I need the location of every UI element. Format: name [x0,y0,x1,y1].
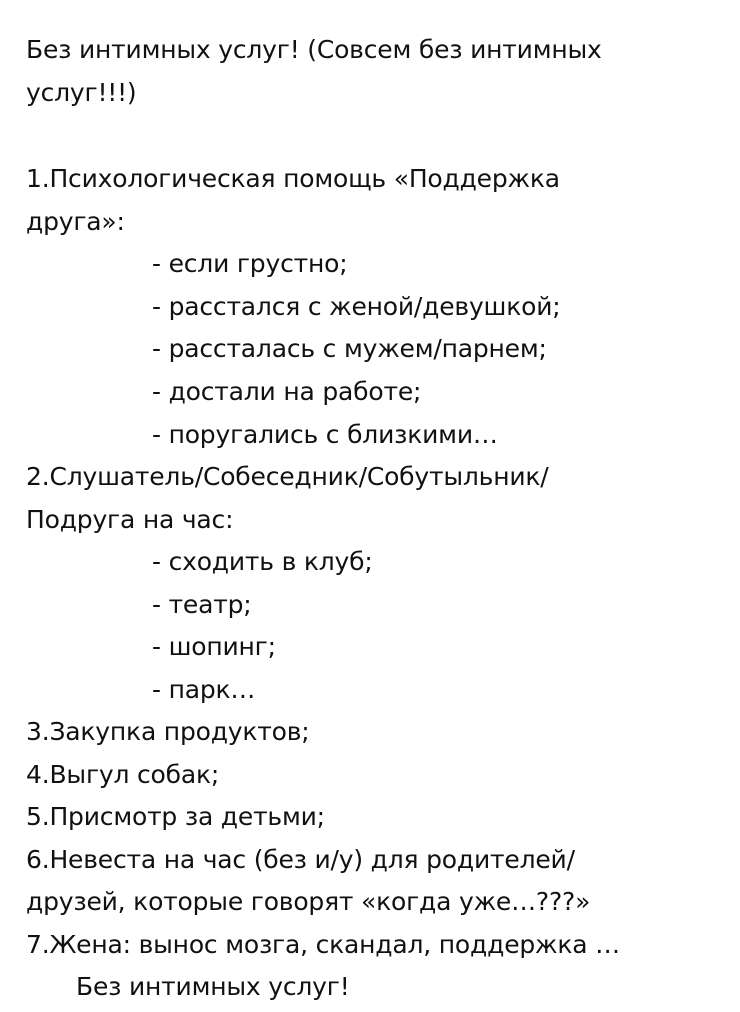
item-6-line-2: друзей, которые говорят «когда уже…???» [26,887,591,916]
item-2-line-1: 2.Слушатель/Собеседник/Собутыльник/ [26,462,549,491]
item-3: 3.Закупка продуктов; [26,717,310,746]
item-1-subitem: - рассталась с мужем/парнем; [152,334,547,363]
item-1-subitem: - поругались с близкими… [152,420,498,449]
item-1-subitem: - если грустно; [152,249,348,278]
intro-line-2: услуг!!!) [26,78,137,107]
item-7: 7.Жена: вынос мозга, скандал, поддержка … [26,930,620,959]
item-2-subitem: - сходить в клуб; [152,547,373,576]
item-1-line-2: друга»: [26,207,125,236]
item-2-subitem: - парк… [152,675,256,704]
item-1-subitem: - расстался с женой/девушкой; [152,292,561,321]
item-4: 4.Выгул собак; [26,760,220,789]
item-1-line-1: 1.Психологическая помощь «Поддержка [26,164,560,193]
item-1-subitem: - достали на работе; [152,377,422,406]
intro-line-1: Без интимных услуг! (Совсем без интимных [26,35,602,64]
item-5: 5.Присмотр за детьми; [26,802,325,831]
item-2-subitem: - театр; [152,590,252,619]
item-2-line-2: Подруга на час: [26,505,234,534]
item-6-line-1: 6.Невеста на час (без и/у) для родителей/ [26,845,575,874]
item-2-subitem: - шопинг; [152,632,276,661]
closing-line: Без интимных услуг! [76,972,350,1001]
